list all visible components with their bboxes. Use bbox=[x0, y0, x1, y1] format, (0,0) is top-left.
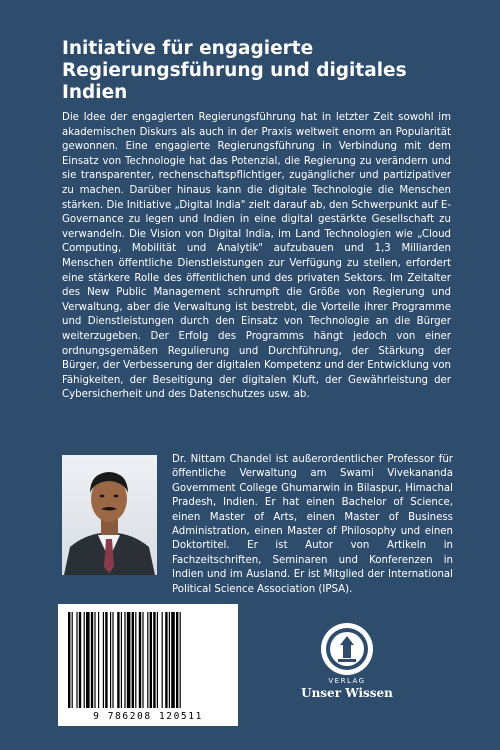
barcode-bar bbox=[150, 612, 152, 708]
publisher-label: VERLAG bbox=[328, 677, 366, 685]
barcode-bar bbox=[165, 612, 167, 708]
barcode-bar bbox=[76, 612, 77, 708]
isbn-barcode bbox=[58, 604, 238, 726]
book-description: Die Idee der engagierten Regierungsführung hat in letzter Zeit sowohl im akademischen Diskurs als auch in der Praxis weltweit enorm an Popularität gewonnen. Eine engagierte Regierungsführung in Verbindung mit dem Einsatz von Technologie hat das Potenzial, die Regierung zu verändern und sie transparenter, rechenschaftspflichtiger, zugänglicher und partizipativer zu machen. Darüber hinaus kann die digitale Technologie die Menschen stärken. Die Initiative „Digital India" zielt darauf ab, den Schwerpunkt auf E-Governance zu legen und Indien in eine digital gestärkte Gesellschaft zu verwandeln. Die Vision von Digital India, im Land Technologien wie „Cloud Computing, Mobilität und Analytik" aufzubauen und 1,3 Milliarden Menschen öffentliche Dienstleistungen zur Verfügung zu stellen, erfordert eine stärkere Rolle des öffentlichen und des privaten Sektors. Im Zeitalter des New Public Management schrumpft die Größe von Regierung und Verwaltung, aber die Verwaltung ist bestrebt, die Vorteile ihrer Programme und Dienstleistungen durch den Einsatz von Technologie an die Bürger weiterzugeben. Der Erfolg des Programms hängt jedoch von einer ordnungsgemäßen Regulierung und Durchführung, der Stärkung der Bürger, der Verbesserung der digitalen Kompetenz und der Entwicklung von Fähigkeiten, der Beseitigung der digitalen Kluft, der Gewährleistung der Cybersicherheit und des Datenschutzes usw. ab. bbox=[62, 112, 451, 401]
title-line-3: Indien bbox=[62, 82, 128, 103]
publisher-logo bbox=[298, 622, 396, 702]
barcode-bar bbox=[153, 612, 155, 708]
barcode-bar bbox=[124, 612, 125, 708]
barcode-bar bbox=[171, 612, 175, 708]
barcode-bar bbox=[117, 612, 119, 708]
barcode-bar bbox=[180, 612, 181, 708]
barcode-bar bbox=[162, 612, 163, 708]
barcode-bar bbox=[132, 612, 134, 708]
isbn-number: 9 786208 120511 bbox=[93, 711, 203, 722]
barcode-bar bbox=[147, 612, 148, 708]
publisher-badge-icon bbox=[320, 622, 374, 676]
barcode-bar bbox=[157, 612, 158, 708]
barcode-bar bbox=[110, 612, 111, 708]
barcode-bar bbox=[176, 612, 178, 708]
barcode-bar bbox=[68, 612, 70, 708]
title-line-2: Regierungsführung und digitales bbox=[62, 60, 407, 81]
barcode-bar bbox=[91, 612, 93, 708]
barcode-bar bbox=[86, 612, 90, 708]
barcode-bar bbox=[103, 612, 104, 708]
barcode-bar bbox=[142, 612, 143, 708]
barcode-bar bbox=[105, 612, 107, 708]
publisher-name: Unser Wissen bbox=[301, 686, 393, 700]
barcode-bar bbox=[169, 612, 170, 708]
barcode-bar bbox=[135, 612, 136, 708]
barcode-bar bbox=[94, 612, 95, 708]
title-line-1: Initiative für engagierte bbox=[62, 38, 314, 59]
barcode-bars bbox=[58, 604, 238, 726]
barcode-bar bbox=[121, 612, 122, 708]
barcode-bar bbox=[139, 612, 141, 708]
barcode-bar bbox=[127, 612, 131, 708]
barcode-bar bbox=[72, 612, 73, 708]
author-bio: Dr. Nittam Chandel ist außerordentlicher Professor für öffentliche Verwaltung am Swami Vivekananda Government College Ghumarwin in Bilaspur, Himachal Pradesh, Indien. Er hat einen Bachelor of Science, einen Master of Arts, einen Master of Business Administration, einen Master of Philosophy und einen Doktortitel. Er ist Autor von Artikeln in Fachzeitschriften, Seminaren und Konferenzen in Indien und im Ausland. Er ist Mitglied der International Political Science Association (IPSA). bbox=[172, 454, 453, 595]
barcode-bar bbox=[98, 612, 99, 708]
barcode-bar bbox=[112, 612, 113, 708]
barcode-bar bbox=[79, 612, 81, 708]
book-title bbox=[62, 38, 462, 104]
barcode-bar bbox=[84, 612, 85, 708]
author-photo bbox=[62, 455, 157, 575]
